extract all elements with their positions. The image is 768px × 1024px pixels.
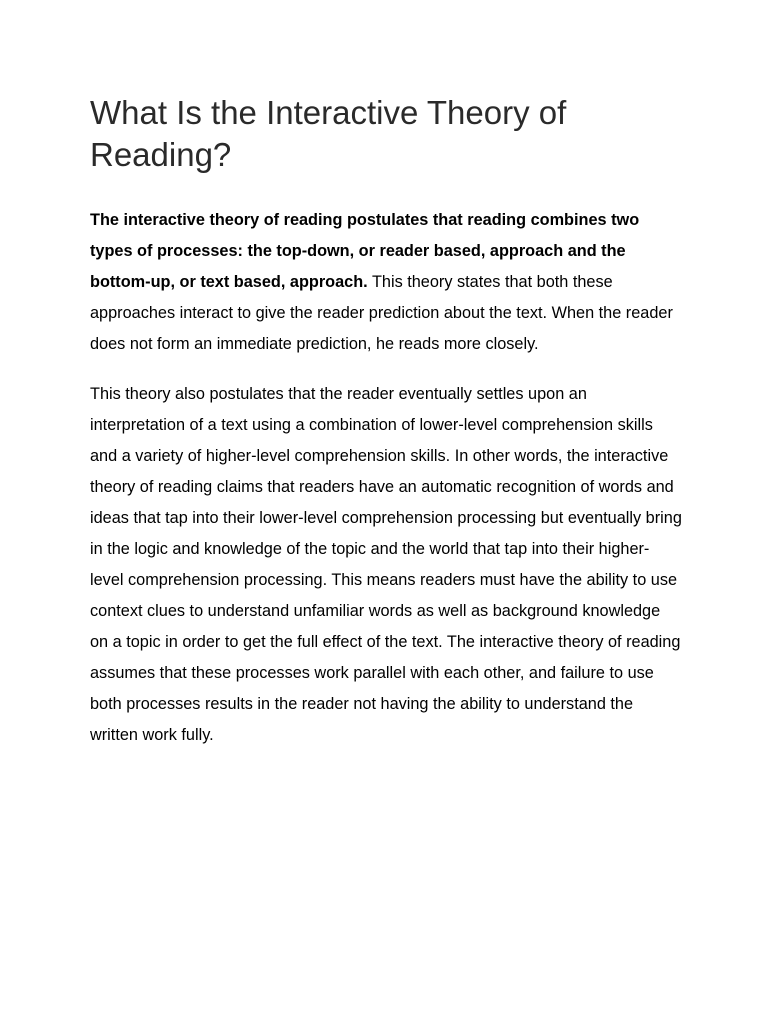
page-title: What Is the Interactive Theory of Reading?: [90, 94, 567, 173]
paragraph-intro: [90, 205, 682, 360]
paragraph-intro-body: This theory states that both these approaches interact to give the reader prediction about the text. When the reader does not form an immediate prediction, he reads more closely.: [90, 273, 673, 353]
paragraph-intro-bold-lead: The interactive theory of reading postulates that reading combines two types of processes: the top-down, or reader based, approach and the bottom-up, or text based, approach.: [90, 211, 640, 291]
document-page: [90, 92, 682, 751]
paragraph-detail: This theory also postulates that the reader eventually settles upon an interpretation of a text using a combination of lower-level comprehension skills and a variety of higher-level comprehension skills. In other words, the interactive theory of reading claims that readers have an automatic recognition of words and ideas that tap into their lower-level comprehension processing but eventually bring in the logic and knowledge of the topic and the world that tap into their higher-level comprehension processing. This means readers must have the ability to use context clues to understand unfamiliar words as well as background knowledge on a topic in order to get the full effect of the text. The interactive theory of reading assumes that these processes work parallel with each other, and failure to use both processes results in the reader not having the ability to understand the written work fully.: [90, 385, 682, 744]
